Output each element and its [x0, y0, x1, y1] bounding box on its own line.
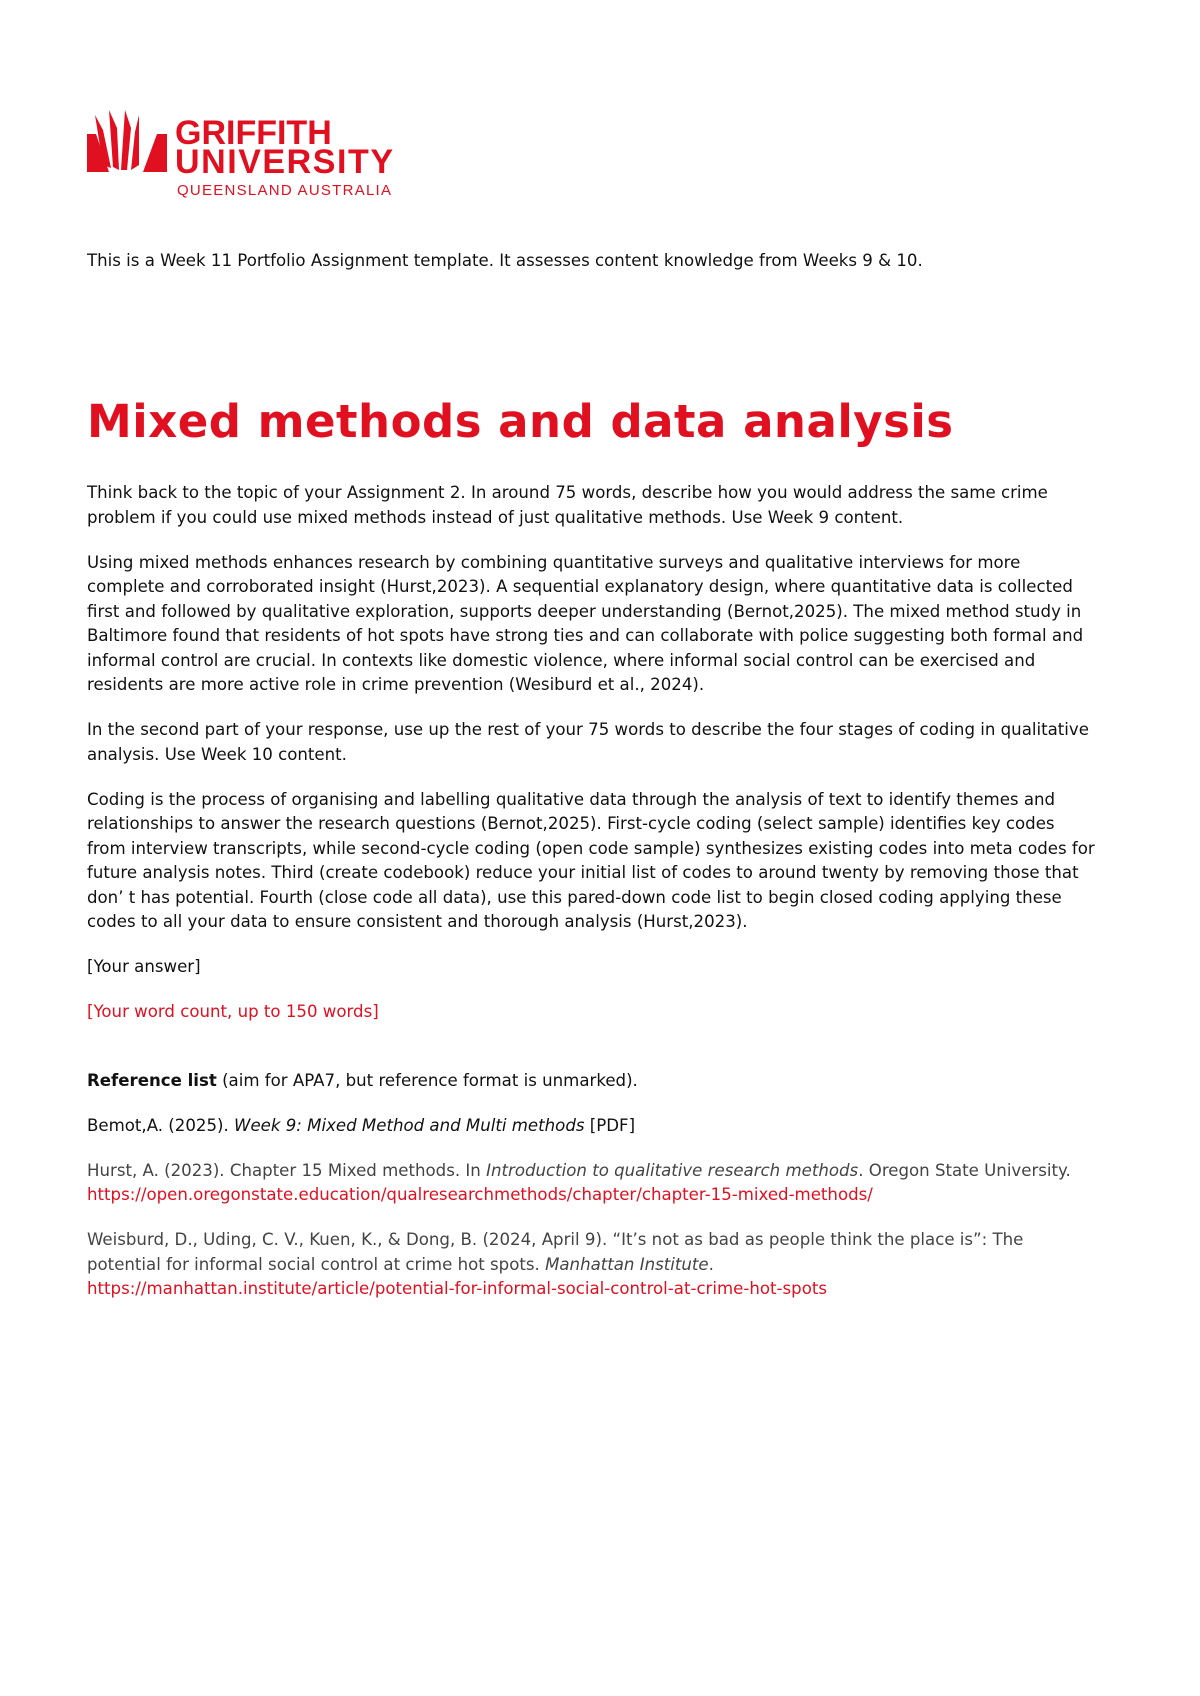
reference-text: Hurst, A. (2023). Chapter 15 Mixed methods. In — [87, 1160, 487, 1180]
reference-text: Bemot,A. (2025). — [87, 1115, 235, 1135]
reference-text: [PDF] — [584, 1115, 636, 1135]
reference-link[interactable]: https://manhattan.institute/article/potential-for-informal-social-control-at-crime-hot-spots — [87, 1279, 828, 1298]
reference-heading-bold: Reference list — [87, 1070, 217, 1090]
reference-title: Introduction to qualitative research methods — [486, 1160, 859, 1180]
reference-title: Manhattan Institute — [545, 1254, 709, 1274]
reference-text: . — [708, 1254, 714, 1274]
page-title: Mixed methods and data analysis — [87, 395, 954, 448]
reference-item — [87, 1114, 1097, 1139]
answer-2: Coding is the process of organising and labelling qualitative data through the analysis of text to identify themes and relationships to answer the research questions (Bernot,2025). First-cycle coding (select sample) identifies key codes from interview transcripts, while second-cycle coding (open code sample) synthesizes existing codes into meta codes for future analysis notes. Third (create codebook) reduce your initial list of codes to around twenty by removing those that don’ t has potential. Fourth (close code all data), use this pared-down code list to begin closed coding applying these codes to all your data to ensure consistent and thorough analysis (Hurst,2023). — [87, 789, 1095, 931]
svg-text:GRIFFITH: GRIFFITH — [175, 114, 332, 152]
intro-text: This is a Week 11 Portfolio Assignment template. It assesses content knowledge from Weeks 9 & 10. — [87, 251, 923, 270]
prompt-2: In the second part of your response, use up the rest of your 75 words to describe the four stages of coding in qualitative analysis. Use Week 10 content. — [87, 720, 1089, 764]
reference-item — [87, 1159, 1097, 1208]
griffith-university-logo — [87, 110, 397, 202]
reference-heading-note: (aim for APA7, but reference format is unmarked). — [216, 1070, 638, 1090]
reference-text: Weisburd, D., Uding, C. V., Kuen, K., & Dong, B. (2024, April 9). “It’s not as bad as people think the place is”: The potential for informal social control at crime hot spots. — [87, 1230, 1024, 1274]
reference-list-heading — [87, 1069, 1097, 1094]
reference-text: . Oregon State University. — [858, 1160, 1071, 1180]
your-answer-placeholder: [Your answer] — [87, 957, 201, 976]
svg-text:UNIVERSITY: UNIVERSITY — [175, 143, 393, 181]
reference-title: Week 9: Mixed Method and Multi methods — [234, 1115, 585, 1135]
word-count-placeholder: [Your word count, up to 150 words] — [87, 1002, 379, 1021]
reference-item — [87, 1228, 1097, 1302]
answer-1: Using mixed methods enhances research by combining quantitative surveys and qualitative interviews for more complete and corroborated insight (Hurst,2023). A sequential explanatory design, where quantitative data is collected first and followed by qualitative exploration, supports deeper understanding (Bernot,2025). The mixed method study in Baltimore found that residents of hot spots have strong ties and can collaborate with police suggesting both formal and informal control are crucial. In contexts like domestic violence, where informal social control can be exercised and residents are more active role in crime prevention (Wesiburd et al., 2024). — [87, 552, 1084, 694]
prompt-1: Think back to the topic of your Assignment 2. In around 75 words, describe how you would address the same crime problem if you could use mixed methods instead of just qualitative methods. Use Week 9 content. — [87, 483, 1048, 527]
reference-link[interactable]: https://open.oregonstate.education/qualresearchmethods/chapter/chapter-15-mixed-methods/ — [87, 1185, 873, 1204]
svg-text:QUEENSLAND AUSTRALIA: QUEENSLAND AUSTRALIA — [177, 182, 391, 199]
